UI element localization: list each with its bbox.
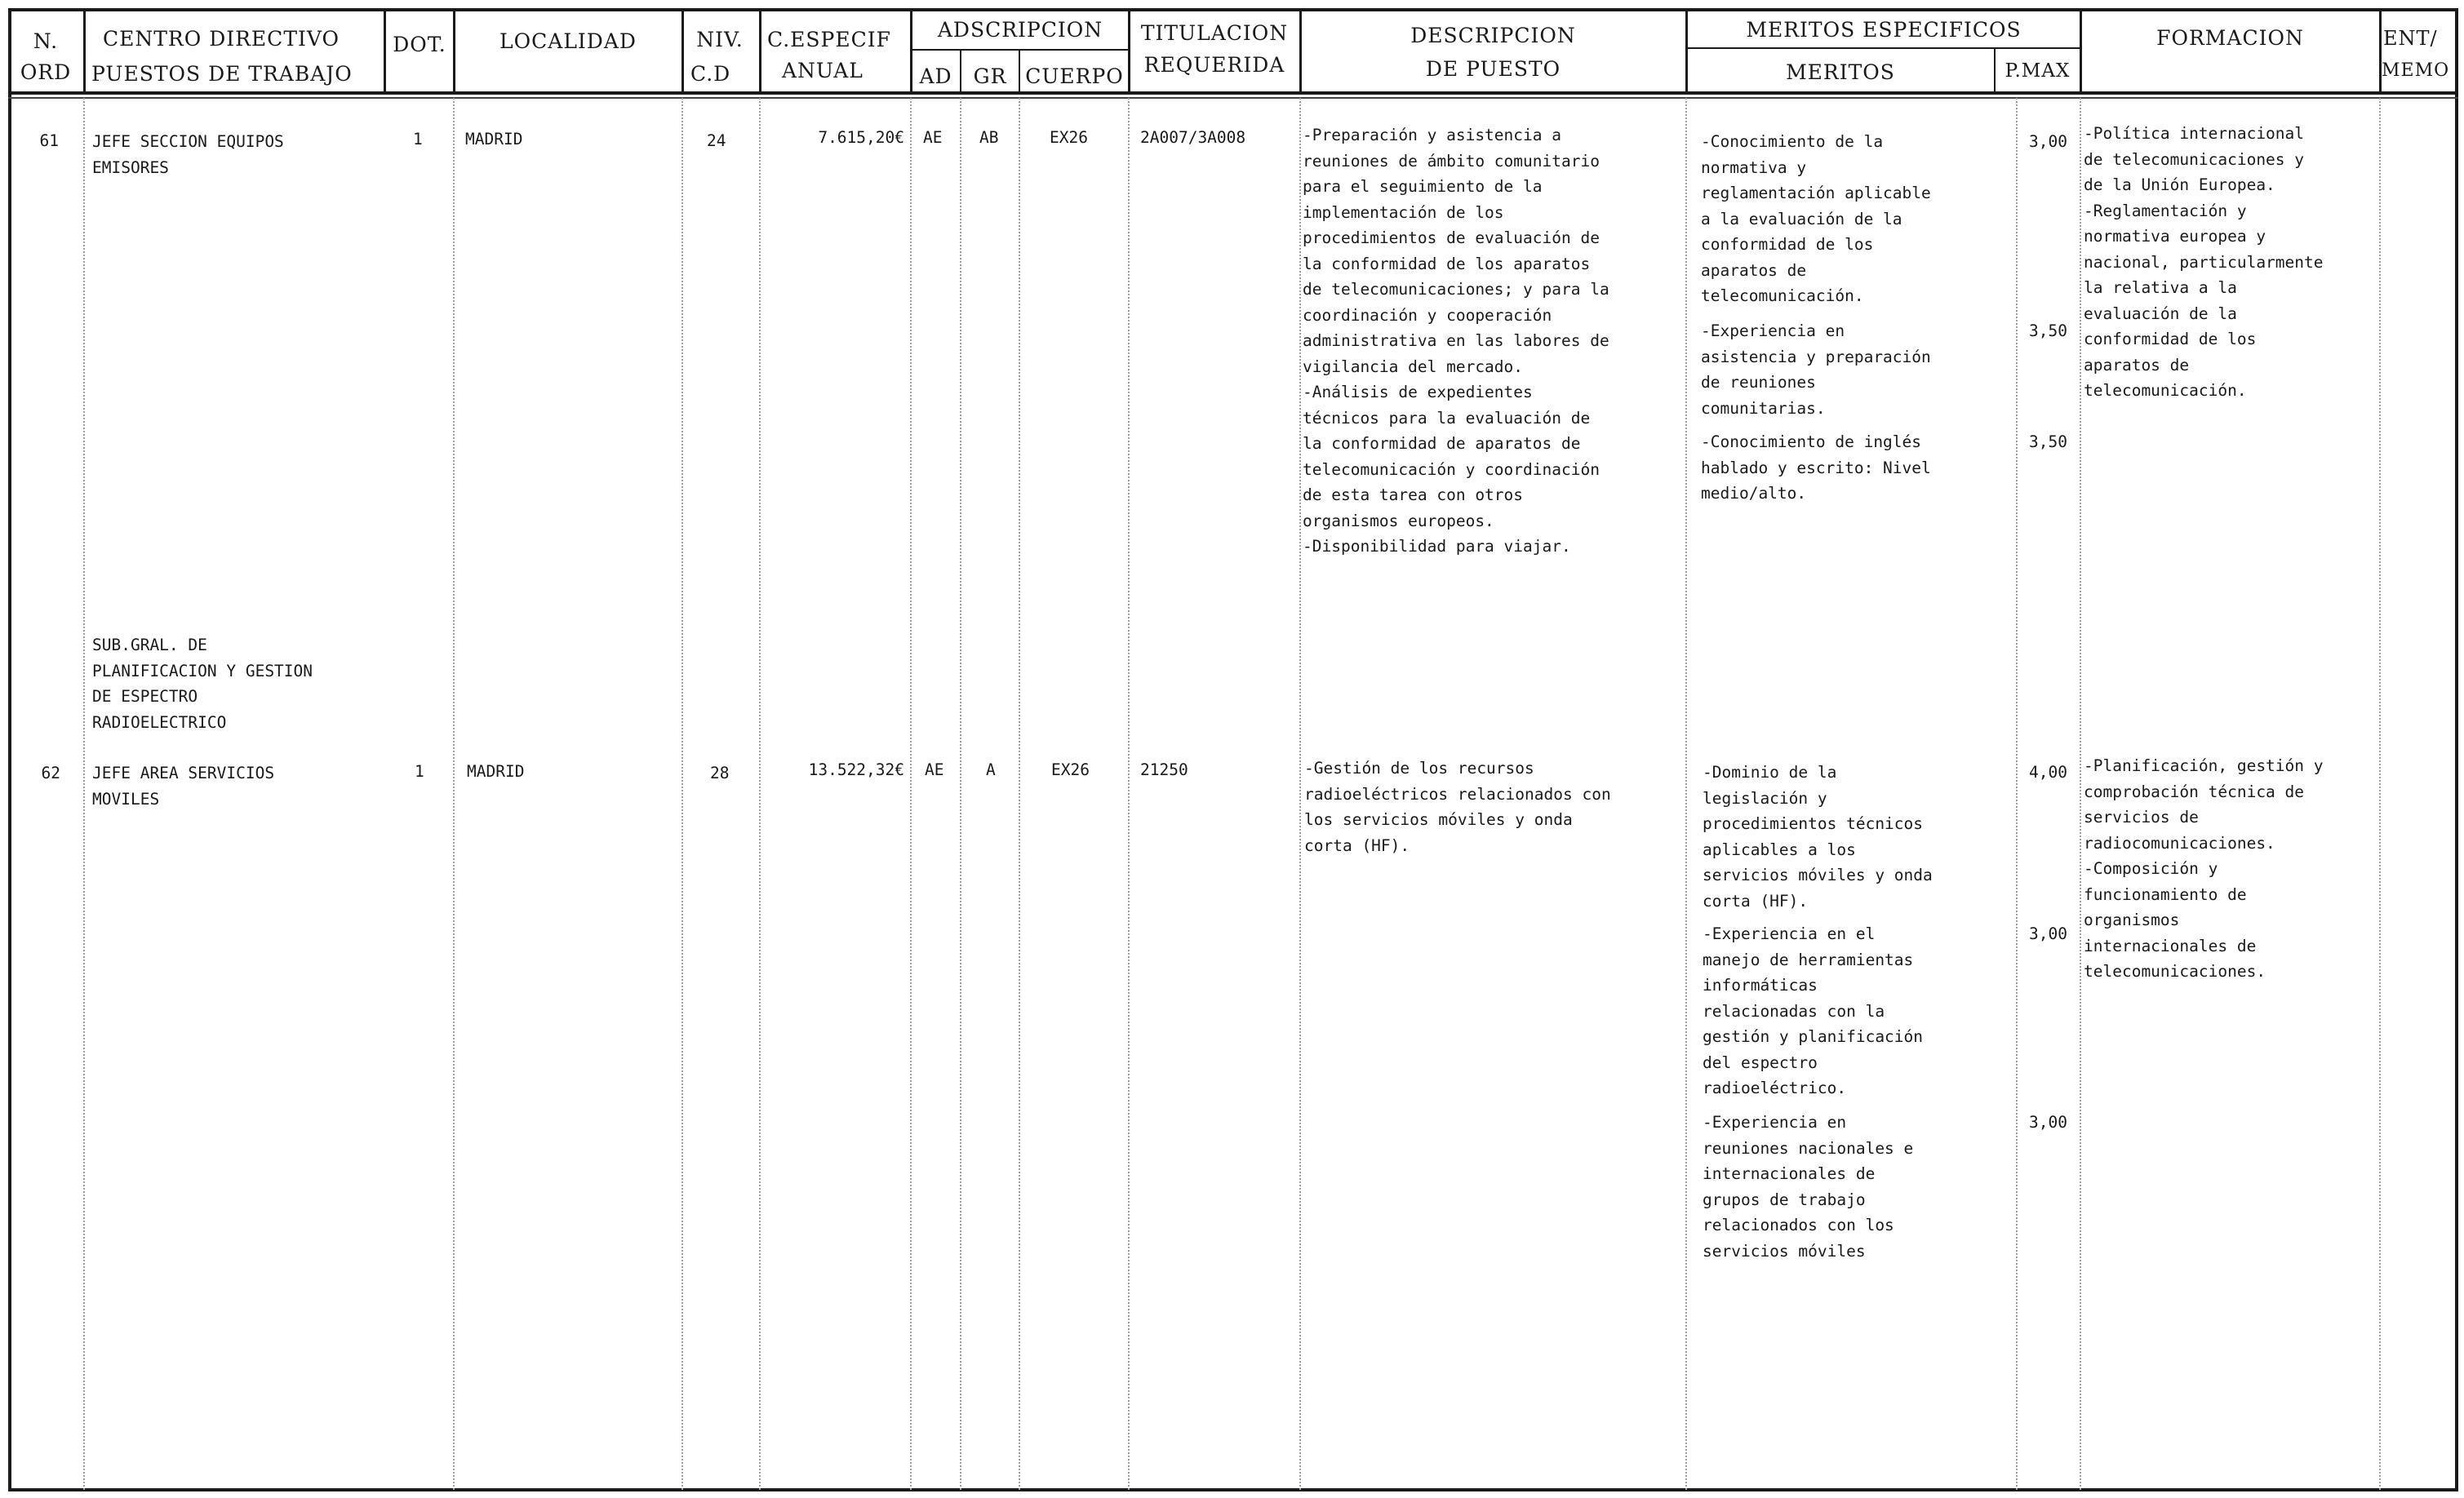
header-de-puesto: DE PUESTO <box>1425 57 1561 81</box>
row-62-ad: AE <box>925 760 944 779</box>
row-62-dot: 1 <box>415 762 424 781</box>
row-62-n-ord: 62 <box>41 764 60 782</box>
row-62-nivel: 28 <box>710 764 730 782</box>
header-localidad: LOCALIDAD <box>499 29 637 53</box>
col-divider-dotted <box>2016 98 2018 1490</box>
header-descripcion: DESCRIPCION <box>1410 24 1576 47</box>
col-divider-dotted <box>759 98 761 1490</box>
row-62-gr: A <box>986 760 996 779</box>
col-divider-dotted <box>1299 98 1301 1490</box>
row-61-complemento: 7.615,20€ <box>818 128 904 147</box>
row-61-descripcion: -Preparación y asistencia a reuniones de ámbito comunitario para el seguimiento de la implementación de los procedimientos de evaluación de la conformidad de los aparatos de telecomunicaciones; y para la coordinación y cooperación administrativa en las labores de vigilancia del mercado. -Análisis de expedientes técnicos para la evaluación de la conformidad de aparatos de telecomunicación y coordinación de esta tarea con otros organismos europeos. -Disponibilidad para viajar. <box>1303 126 1609 556</box>
header-cd: C.D <box>690 62 731 86</box>
header-cuerpo: CUERPO <box>1025 64 1124 88</box>
row-61-cuerpo: EX26 <box>1050 128 1088 147</box>
header-anual: ANUAL <box>782 59 864 82</box>
header-meritos: MERITOS <box>1786 60 1895 84</box>
row-61-pmax-3: 3,50 <box>2029 432 2067 451</box>
row-62-pmax-1: 4,00 <box>2029 763 2067 782</box>
header-p-max: P.MAX <box>2004 60 2071 82</box>
row-62-localidad: MADRID <box>467 762 525 781</box>
col-divider-dotted <box>2379 98 2381 1490</box>
row-62-pmax-3: 3,00 <box>2029 1113 2067 1132</box>
row-61-ad: AE <box>923 128 943 147</box>
row-62-puesto: JEFE AREA SERVICIOS MOVILES <box>92 764 275 809</box>
row-62-merito-3: -Experiencia en reuniones nacionales e internacionales de grupos de trabajo relacionados con los servicios móviles <box>1703 1113 1914 1261</box>
header-bottom-rule-inner <box>8 97 2458 99</box>
row-62-merito-1: -Dominio de la legislación y procedimientos técnicos aplicables a los servicios móviles y onda corta (HF). <box>1703 763 1933 911</box>
row-61-titulacion: 2A007/3A008 <box>1140 128 1246 147</box>
centro-directivo-label: SUB.GRAL. DE PLANIFICACION Y GESTION DE ESPECTRO RADIOELECTRICO <box>92 636 313 732</box>
row-62-formacion: -Planificación, gestión y comprobación técnica de servicios de radiocomunicaciones. -Composición y funcionamiento de organismos internacionales de telecomunicaciones. <box>2084 756 2324 981</box>
col-divider-dotted <box>2080 98 2081 1490</box>
row-62-merito-2: -Experiencia en el manejo de herramientas informáticas relacionadas con la gestión y planificación del espectro radioeléctrico. <box>1703 924 1924 1097</box>
header-gr: GR <box>973 64 1007 88</box>
row-61-localidad: MADRID <box>465 130 523 148</box>
row-61-nivel: 24 <box>707 131 726 150</box>
header-requerida: REQUERIDA <box>1143 53 1285 77</box>
col-divider <box>83 8 86 93</box>
header-puestos-trabajo: PUESTOS DE TRABAJO <box>91 62 353 86</box>
header-n: N. <box>33 29 59 53</box>
row-62-pmax-2: 3,00 <box>2029 924 2067 943</box>
col-divider-dotted <box>1019 98 1020 1490</box>
header-centro-directivo: CENTRO DIRECTIVO <box>103 27 340 51</box>
header-memo: MEMO <box>2382 60 2450 81</box>
row-61-n-ord: 61 <box>39 131 59 150</box>
row-61-merito-2: -Experiencia en asistencia y preparación de reuniones comunitarias. <box>1701 321 1931 418</box>
header-dot: DOT. <box>393 33 446 56</box>
header-ent: ENT/ <box>2383 27 2438 50</box>
col-divider-dotted <box>960 98 961 1490</box>
col-divider-dotted <box>453 98 455 1490</box>
row-62-descripcion: -Gestión de los recursos radioeléctricos relacionados con los servicios móviles y onda corta (HF). <box>1304 759 1611 855</box>
row-62-titulacion: 21250 <box>1140 760 1188 779</box>
header-c-especif: C.ESPECIF <box>767 28 891 51</box>
row-62-complemento: 13.522,32€ <box>808 760 904 779</box>
header-ad: AD <box>919 64 952 88</box>
header-titulacion: TITULACION <box>1140 21 1289 45</box>
row-61-formacion: -Política internacional de telecomunicaciones y de la Unión Europea. -Reglamentación y normativa europea y nacional, particularmente la relativa a la evaluación de la conformidad de los aparatos de telecomunicación. <box>2084 124 2324 400</box>
col-divider-dotted <box>1685 98 1687 1490</box>
header-meritos-especificos: MERITOS ESPECIFICOS <box>1746 18 2022 42</box>
row-61-merito-1: -Conocimiento de la normativa y reglamentación aplicable a la evaluación de la conformidad de los aparatos de telecomunicación. <box>1701 132 1931 305</box>
col-divider-dotted <box>910 98 912 1490</box>
row-61-dot: 1 <box>413 130 423 148</box>
meritos-subrule <box>1685 47 2080 49</box>
header-ord: ORD <box>20 60 72 84</box>
row-61-pmax-1: 3,00 <box>2029 132 2067 151</box>
header-niv: NIV. <box>696 28 744 51</box>
row-61-gr: AB <box>979 128 999 147</box>
col-divider-dotted <box>1128 98 1130 1490</box>
header-bottom-rule <box>8 91 2458 95</box>
col-divider-dotted <box>83 98 85 1490</box>
row-61-pmax-2: 3,50 <box>2029 321 2067 340</box>
row-61-merito-3: -Conocimiento de inglés hablado y escrito: Nivel medio/alto. <box>1701 432 1931 503</box>
header-adscripcion: ADSCRIPCION <box>937 18 1103 42</box>
row-61-puesto: JEFE SECCION EQUIPOS EMISORES <box>92 132 284 177</box>
header-formacion: FORMACION <box>2156 26 2304 50</box>
col-divider-dotted <box>681 98 683 1490</box>
row-62-cuerpo: EX26 <box>1051 760 1090 779</box>
